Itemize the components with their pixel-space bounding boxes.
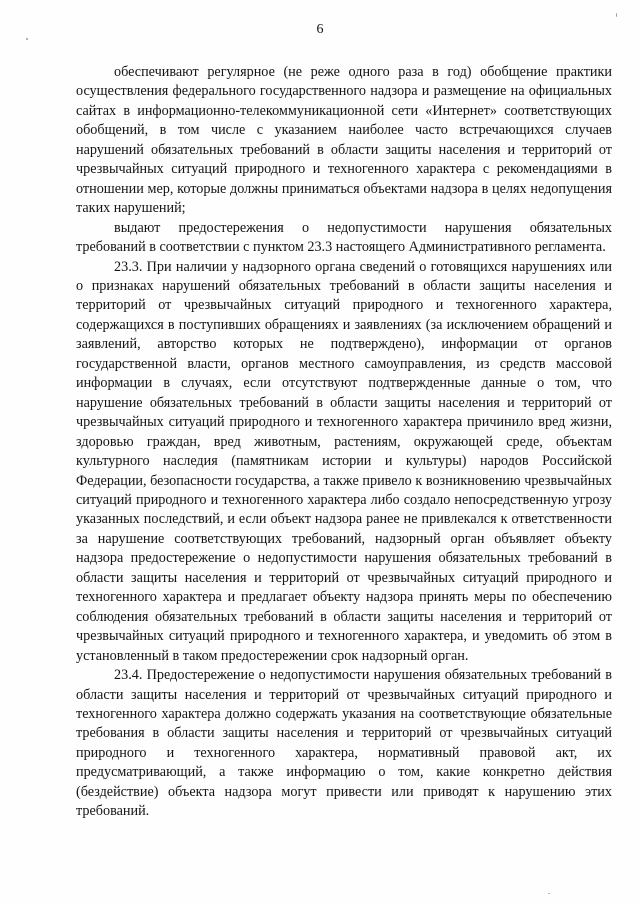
paragraph-vydayut-predosterezheniya: выдают предостережения о недопустимости нарушения обязательных требований в соответствии с пунктом 23.3 настоящего Административного регламента.	[76, 219, 612, 256]
scan-speck	[616, 13, 617, 17]
scan-speck	[548, 893, 550, 894]
page-number: 6	[316, 22, 324, 37]
scan-speck	[26, 38, 28, 40]
document-body	[76, 63, 612, 822]
paragraph-obobshchenie-praktiki: обеспечивают регулярное (не реже одного раза в год) обобщение практики осуществления федерального государственного надзора и размещение на официальных сайтах в информационно-телекоммуникационной сети «Интернет» соответствующих обобщений, в том числе с указанием наиболее часто встречающихся случаев нарушений обязательных требований в области защиты населения и территорий от чрезвычайных ситуаций природного и техногенного характера с рекомендациями в отношении мер, которые должны приниматься объектами надзора в целях недопущения таких нарушений;	[76, 64, 612, 217]
paragraph-23-3: 23.3. При наличии у надзорного органа сведений о готовящихся нарушениях или о признаках нарушений обязательных требований в области защиты населения и территорий от чрезвычайных ситуаций природного и техногенного характера, содержащихся в поступивших обращениях и заявлениях (за исключением обращений и заявлений, авторство которых не подтверждено), информации от органов государственной власти, органов местного самоуправления, из средств массовой информации в случаях, если отсутствуют подтвержденные данные о том, что нарушение обязательных требований в области защиты населения и территорий от чрезвычайных ситуаций природного и техногенного характера причинило вред жизни, здоровью граждан, вред животным, растениям, окружающей среде, объектам культурного наследия (памятникам истории и культуры) народов Российской Федерации, безопасности государства, а также привело к возникновению чрезвычайных ситуаций природного и техногенного характера либо создало непосредственную угрозу указанных последствий, и если объект надзора ранее не привлекался к ответственности за нарушение соответствующих требований, надзорный орган объявляет объекту надзора предостережение о недопустимости нарушения обязательных требований в области защиты населения и территорий от чрезвычайных ситуаций природного и техногенного характера и предлагает объекту надзора принять меры по обеспечению соблюдения обязательных требований в области защиты населения и территорий от чрезвычайных ситуаций природного и техногенного характера, и уведомить об этом в установленный в таком предостережении срок надзорный орган.	[76, 258, 612, 664]
paragraph-23-4: 23.4. Предостережение о недопустимости нарушения обязательных требований в области защиты населения и территорий от чрезвычайных ситуаций природного и техногенного характера должно содержать указания на соответствующие обязательные требования в области защиты населения и территорий от чрезвычайных ситуаций природного и техногенного характера, нормативный правовой акт, их предусматривающий, а также информацию о том, какие конкретно действия (бездействие) объекта надзора могут привести или приводят к нарушению этих требований.	[76, 667, 612, 820]
